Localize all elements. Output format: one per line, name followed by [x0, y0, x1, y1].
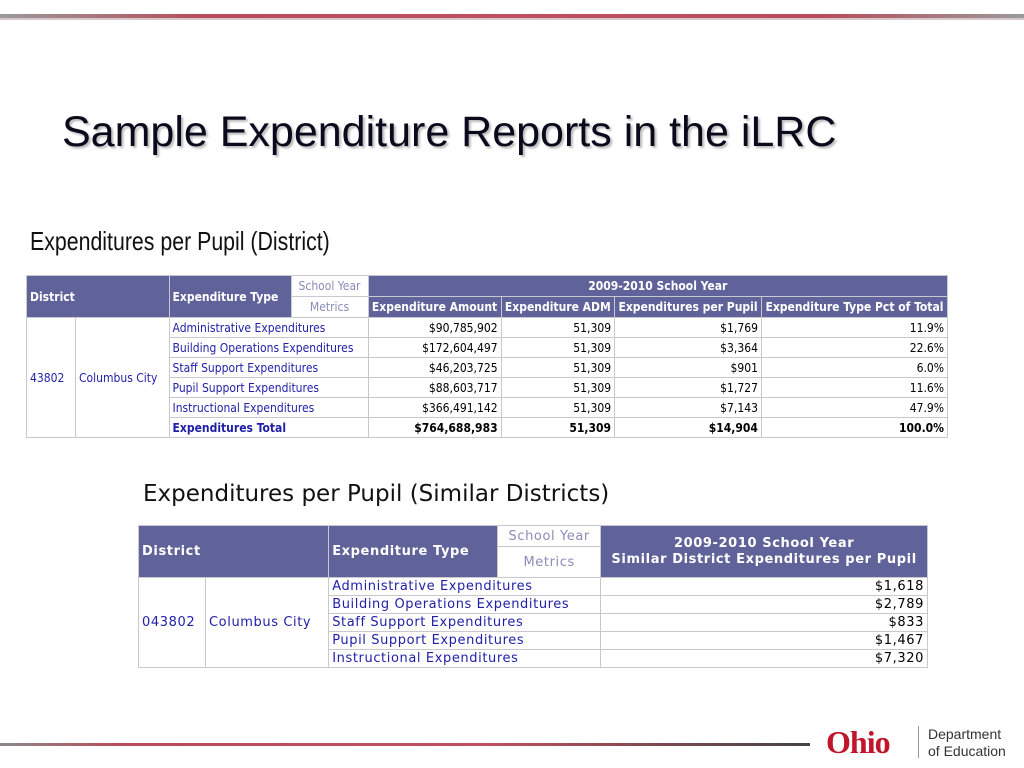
adm-cell: 51,309: [501, 358, 614, 378]
pct-cell: 11.6%: [761, 378, 947, 398]
pct-cell: 11.9%: [761, 318, 947, 338]
similar-district-table: [138, 525, 928, 668]
logo-department-text: [928, 726, 1006, 760]
bottom-divider: [0, 743, 810, 746]
section-title-similar: Expenditures per Pupil (Similar Districts): [143, 481, 610, 507]
header-col-per-pupil: Expenditures per Pupil: [615, 297, 762, 318]
header-expenditure-type: Expenditure Type: [169, 276, 291, 318]
logo-separator: [918, 726, 919, 758]
header-row-1: [27, 276, 948, 297]
district-id-link[interactable]: 43802: [27, 318, 76, 438]
per-pupil-cell: $901: [615, 358, 762, 378]
district-id-link[interactable]: 043802: [139, 578, 206, 668]
adm-cell: 51,309: [501, 318, 614, 338]
header-year: 2009-2010 School Year: [368, 276, 947, 297]
amount-cell: $88,603,717: [368, 378, 501, 398]
header-metrics: Metrics: [291, 297, 368, 318]
district-name-link[interactable]: Columbus City: [206, 578, 329, 668]
total-label-link[interactable]: Expenditures Total: [169, 418, 368, 438]
amount-cell: $172,604,497: [368, 338, 501, 358]
expenditure-type-link[interactable]: Staff Support Expenditures: [169, 358, 368, 378]
per-pupil-cell: $1,727: [615, 378, 762, 398]
district-name-link[interactable]: Columbus City: [76, 318, 170, 438]
header-col-adm: Expenditure ADM: [501, 297, 614, 318]
adm-cell: 51,309: [501, 398, 614, 418]
expenditure-type-link[interactable]: Building Operations Expenditures: [169, 338, 368, 358]
expenditure-type-link[interactable]: Building Operations Expenditures: [329, 596, 601, 614]
header-metrics: Metrics: [498, 547, 601, 578]
header-expenditure-type: Expenditure Type: [329, 526, 498, 578]
pct-cell: 6.0%: [761, 358, 947, 378]
total-pct-cell: 100.0%: [761, 418, 947, 438]
adm-cell: 51,309: [501, 338, 614, 358]
section-title-district: Expenditures per Pupil (District): [30, 226, 330, 256]
expenditure-type-link[interactable]: Instructional Expenditures: [329, 650, 601, 668]
per-pupil-cell: $3,364: [615, 338, 762, 358]
header-school-year: School Year: [291, 276, 368, 297]
header-year-block: [601, 526, 928, 578]
top-divider-shadow: [0, 18, 1024, 20]
header-school-year: School Year: [498, 526, 601, 547]
expenditure-type-link[interactable]: Administrative Expenditures: [169, 318, 368, 338]
slide-title: Sample Expenditure Reports in the iLRC: [62, 108, 837, 156]
pct-cell: 47.9%: [761, 398, 947, 418]
total-adm-cell: 51,309: [501, 418, 614, 438]
amount-cell: $46,203,725: [368, 358, 501, 378]
total-amount-cell: $764,688,983: [368, 418, 501, 438]
table-row: [139, 578, 928, 596]
similar-value-cell: $7,320: [601, 650, 928, 668]
district-expenditure-table: [26, 275, 948, 438]
header-col-pct: Expenditure Type Pct of Total: [761, 297, 947, 318]
similar-value-cell: $833: [601, 614, 928, 632]
adm-cell: 51,309: [501, 378, 614, 398]
logo-dept-line2: of Education: [928, 743, 1006, 759]
pct-cell: 22.6%: [761, 338, 947, 358]
amount-cell: $90,785,902: [368, 318, 501, 338]
ohio-wordmark: Ohio: [826, 724, 890, 760]
table-row: [27, 318, 948, 338]
header-year: 2009-2010 School Year: [673, 535, 855, 551]
expenditure-type-link[interactable]: Administrative Expenditures: [329, 578, 601, 596]
header-col-amount: Expenditure Amount: [368, 297, 501, 318]
similar-value-cell: $1,618: [601, 578, 928, 596]
logo-dept-line1: Department: [928, 726, 1002, 742]
per-pupil-cell: $1,769: [615, 318, 762, 338]
total-per-pupil-cell: $14,904: [615, 418, 762, 438]
similar-value-cell: $2,789: [601, 596, 928, 614]
header-row-1: [139, 526, 928, 547]
header-district: District: [27, 276, 170, 318]
expenditure-type-link[interactable]: Staff Support Expenditures: [329, 614, 601, 632]
header-col-similar: Similar District Expenditures per Pupil: [611, 551, 917, 567]
expenditure-type-link[interactable]: Pupil Support Expenditures: [329, 632, 601, 650]
header-district: District: [139, 526, 329, 578]
amount-cell: $366,491,142: [368, 398, 501, 418]
expenditure-type-link[interactable]: Pupil Support Expenditures: [169, 378, 368, 398]
expenditure-type-link[interactable]: Instructional Expenditures: [169, 398, 368, 418]
similar-value-cell: $1,467: [601, 632, 928, 650]
per-pupil-cell: $7,143: [615, 398, 762, 418]
